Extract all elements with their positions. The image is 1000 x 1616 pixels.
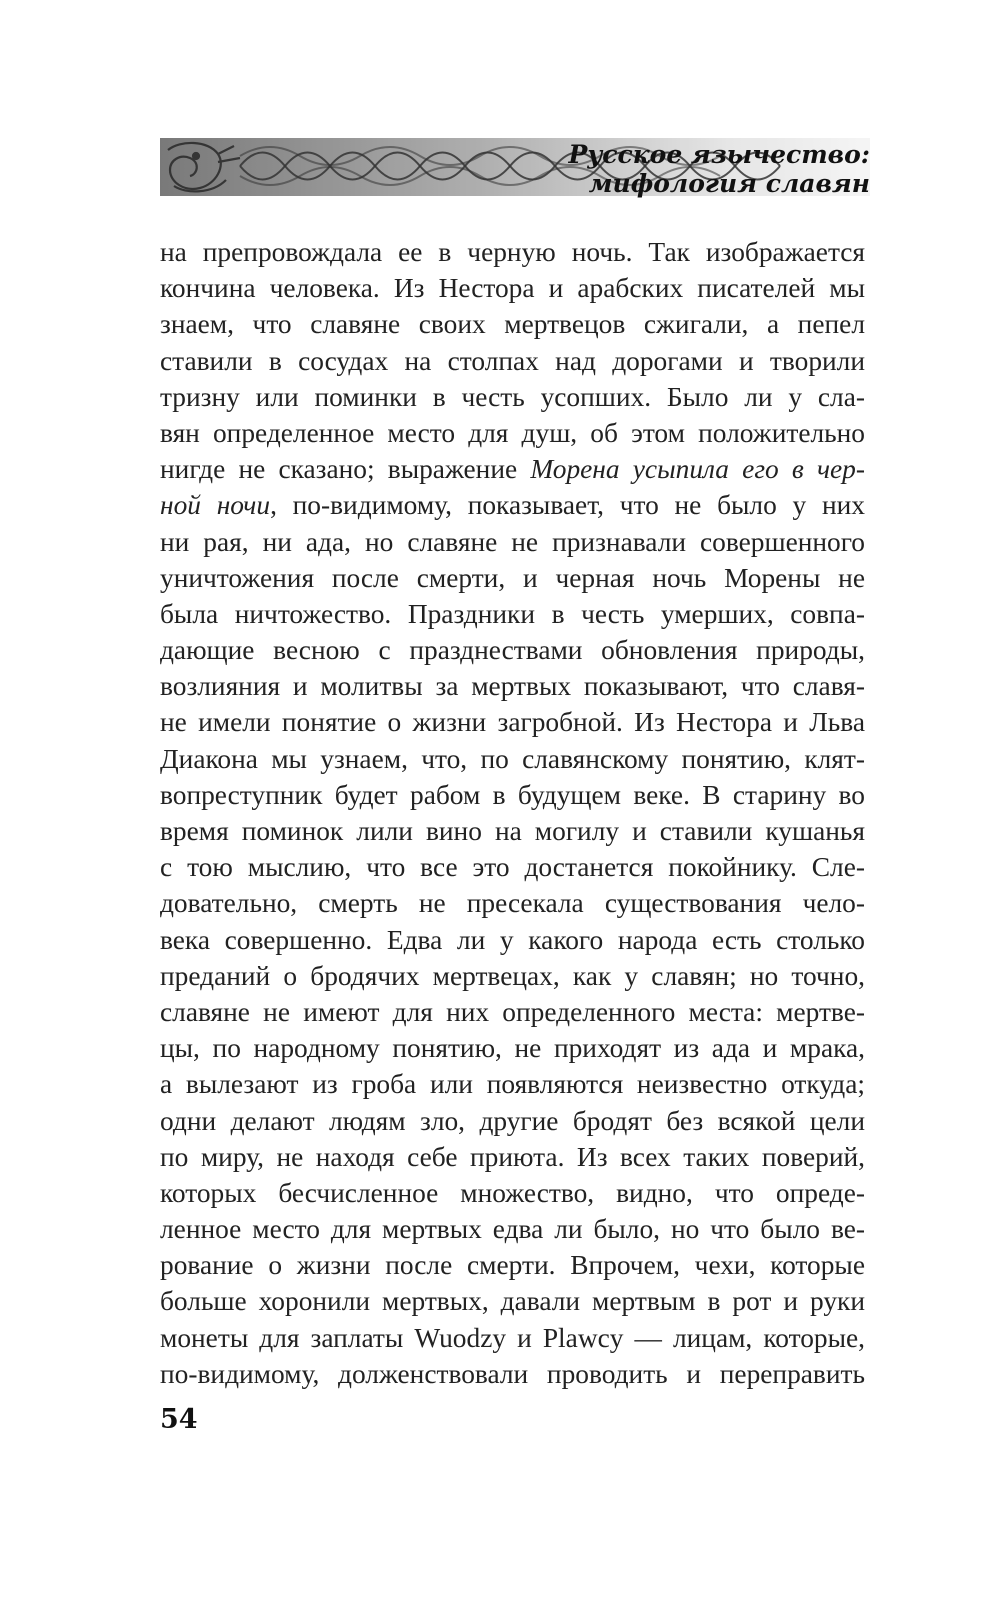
text-line: с тою мыслию, что все это достанется покойнику. Сле- — [160, 852, 865, 883]
text-line: цы, по народному понятию, не приходят из ада и мрака, — [160, 1033, 865, 1064]
text-line: уничтожения после смерти, и черная ночь Морены не — [160, 562, 865, 593]
text-line: века совершенно. Едва ли у какого народа есть столько — [160, 924, 865, 955]
text-line: довательно, смерть не пресекала существования чело- — [160, 888, 865, 919]
text-line: больше хоронили мертвых, давали мертвым в рот и руки — [160, 1286, 865, 1317]
text-line: ленное место для мертвых едва ли было, но что было ве- — [160, 1214, 865, 1245]
text-line: славяне не имеют для них определенного места: мертве- — [160, 996, 865, 1027]
text-line: а вылезают из гроба или появляются неизвестно откуда; — [160, 1069, 865, 1100]
running-header — [160, 136, 870, 198]
text-line: на препровождала ее в черную ночь. Так изображается — [160, 237, 865, 267]
text-line-with-italic — [160, 487, 865, 523]
text-line: вян определенное место для душ, об этом положительно — [160, 417, 865, 448]
text-line: по миру, не находя себе приюта. Из всех таких поверий, — [160, 1141, 865, 1172]
text-line: по-видимому, долженствовали проводить и переправить — [160, 1358, 865, 1389]
text-line: кончина человека. Из Нестора и арабских писателей мы — [160, 273, 865, 304]
text-run: нигде не сказано; выражение — [160, 454, 531, 485]
text-line: одни делают людям зло, другие бродят без всякой цели — [160, 1105, 865, 1136]
running-head-line-2: мифология славян — [588, 169, 870, 198]
text-line: вопреступник будет рабом в будущем веке. В старину во — [160, 779, 865, 810]
text-line-with-italic — [160, 451, 865, 487]
running-head-line-1: Русское язычество: — [568, 140, 870, 169]
text-line: преданий о бродячих мертвецах, как у славян; но точно, — [160, 960, 865, 991]
text-line: знаем, что славяне своих мертвецов сжигали, а пепел — [160, 309, 865, 340]
running-head-title — [569, 140, 870, 198]
page-number: 54 — [160, 1404, 198, 1435]
text-line: ни рая, ни ада, но славяне не признавали совершенного — [160, 526, 865, 557]
text-line: время поминок лили вино на могилу и ставили кушанья — [160, 816, 865, 846]
italic-quote: Морена усыпила его в чер- — [530, 454, 865, 485]
text-line: Диакона мы узнаем, что, по славянскому понятию, клят- — [160, 743, 865, 774]
page-body-text — [160, 234, 865, 1392]
text-run: , по-видимому, показывает, что не было у них — [270, 490, 865, 521]
text-line: которых бесчисленное множество, видно, что опреде- — [160, 1177, 865, 1208]
italic-quote: ной ночи — [160, 490, 271, 521]
text-line: тризну или поминки в честь усопших. Было ли у сла- — [160, 381, 865, 412]
text-line: монеты для заплаты Wuodzy и Plawcy — лицам, которые, — [160, 1322, 865, 1353]
text-line: не имели понятие о жизни загробной. Из Нестора и Льва — [160, 707, 865, 738]
text-line: дающие весною с празднествами обновления природы, — [160, 635, 865, 666]
text-line: рование о жизни после смерти. Впрочем, чехи, которые — [160, 1250, 865, 1281]
text-line: была ничтожество. Праздники в честь умерших, совпа- — [160, 598, 865, 629]
text-line: возлияния и молитвы за мертвых показывают, что славя- — [160, 671, 865, 702]
text-line: ставили в сосудах на столпах над дорогами и творили — [160, 345, 865, 376]
